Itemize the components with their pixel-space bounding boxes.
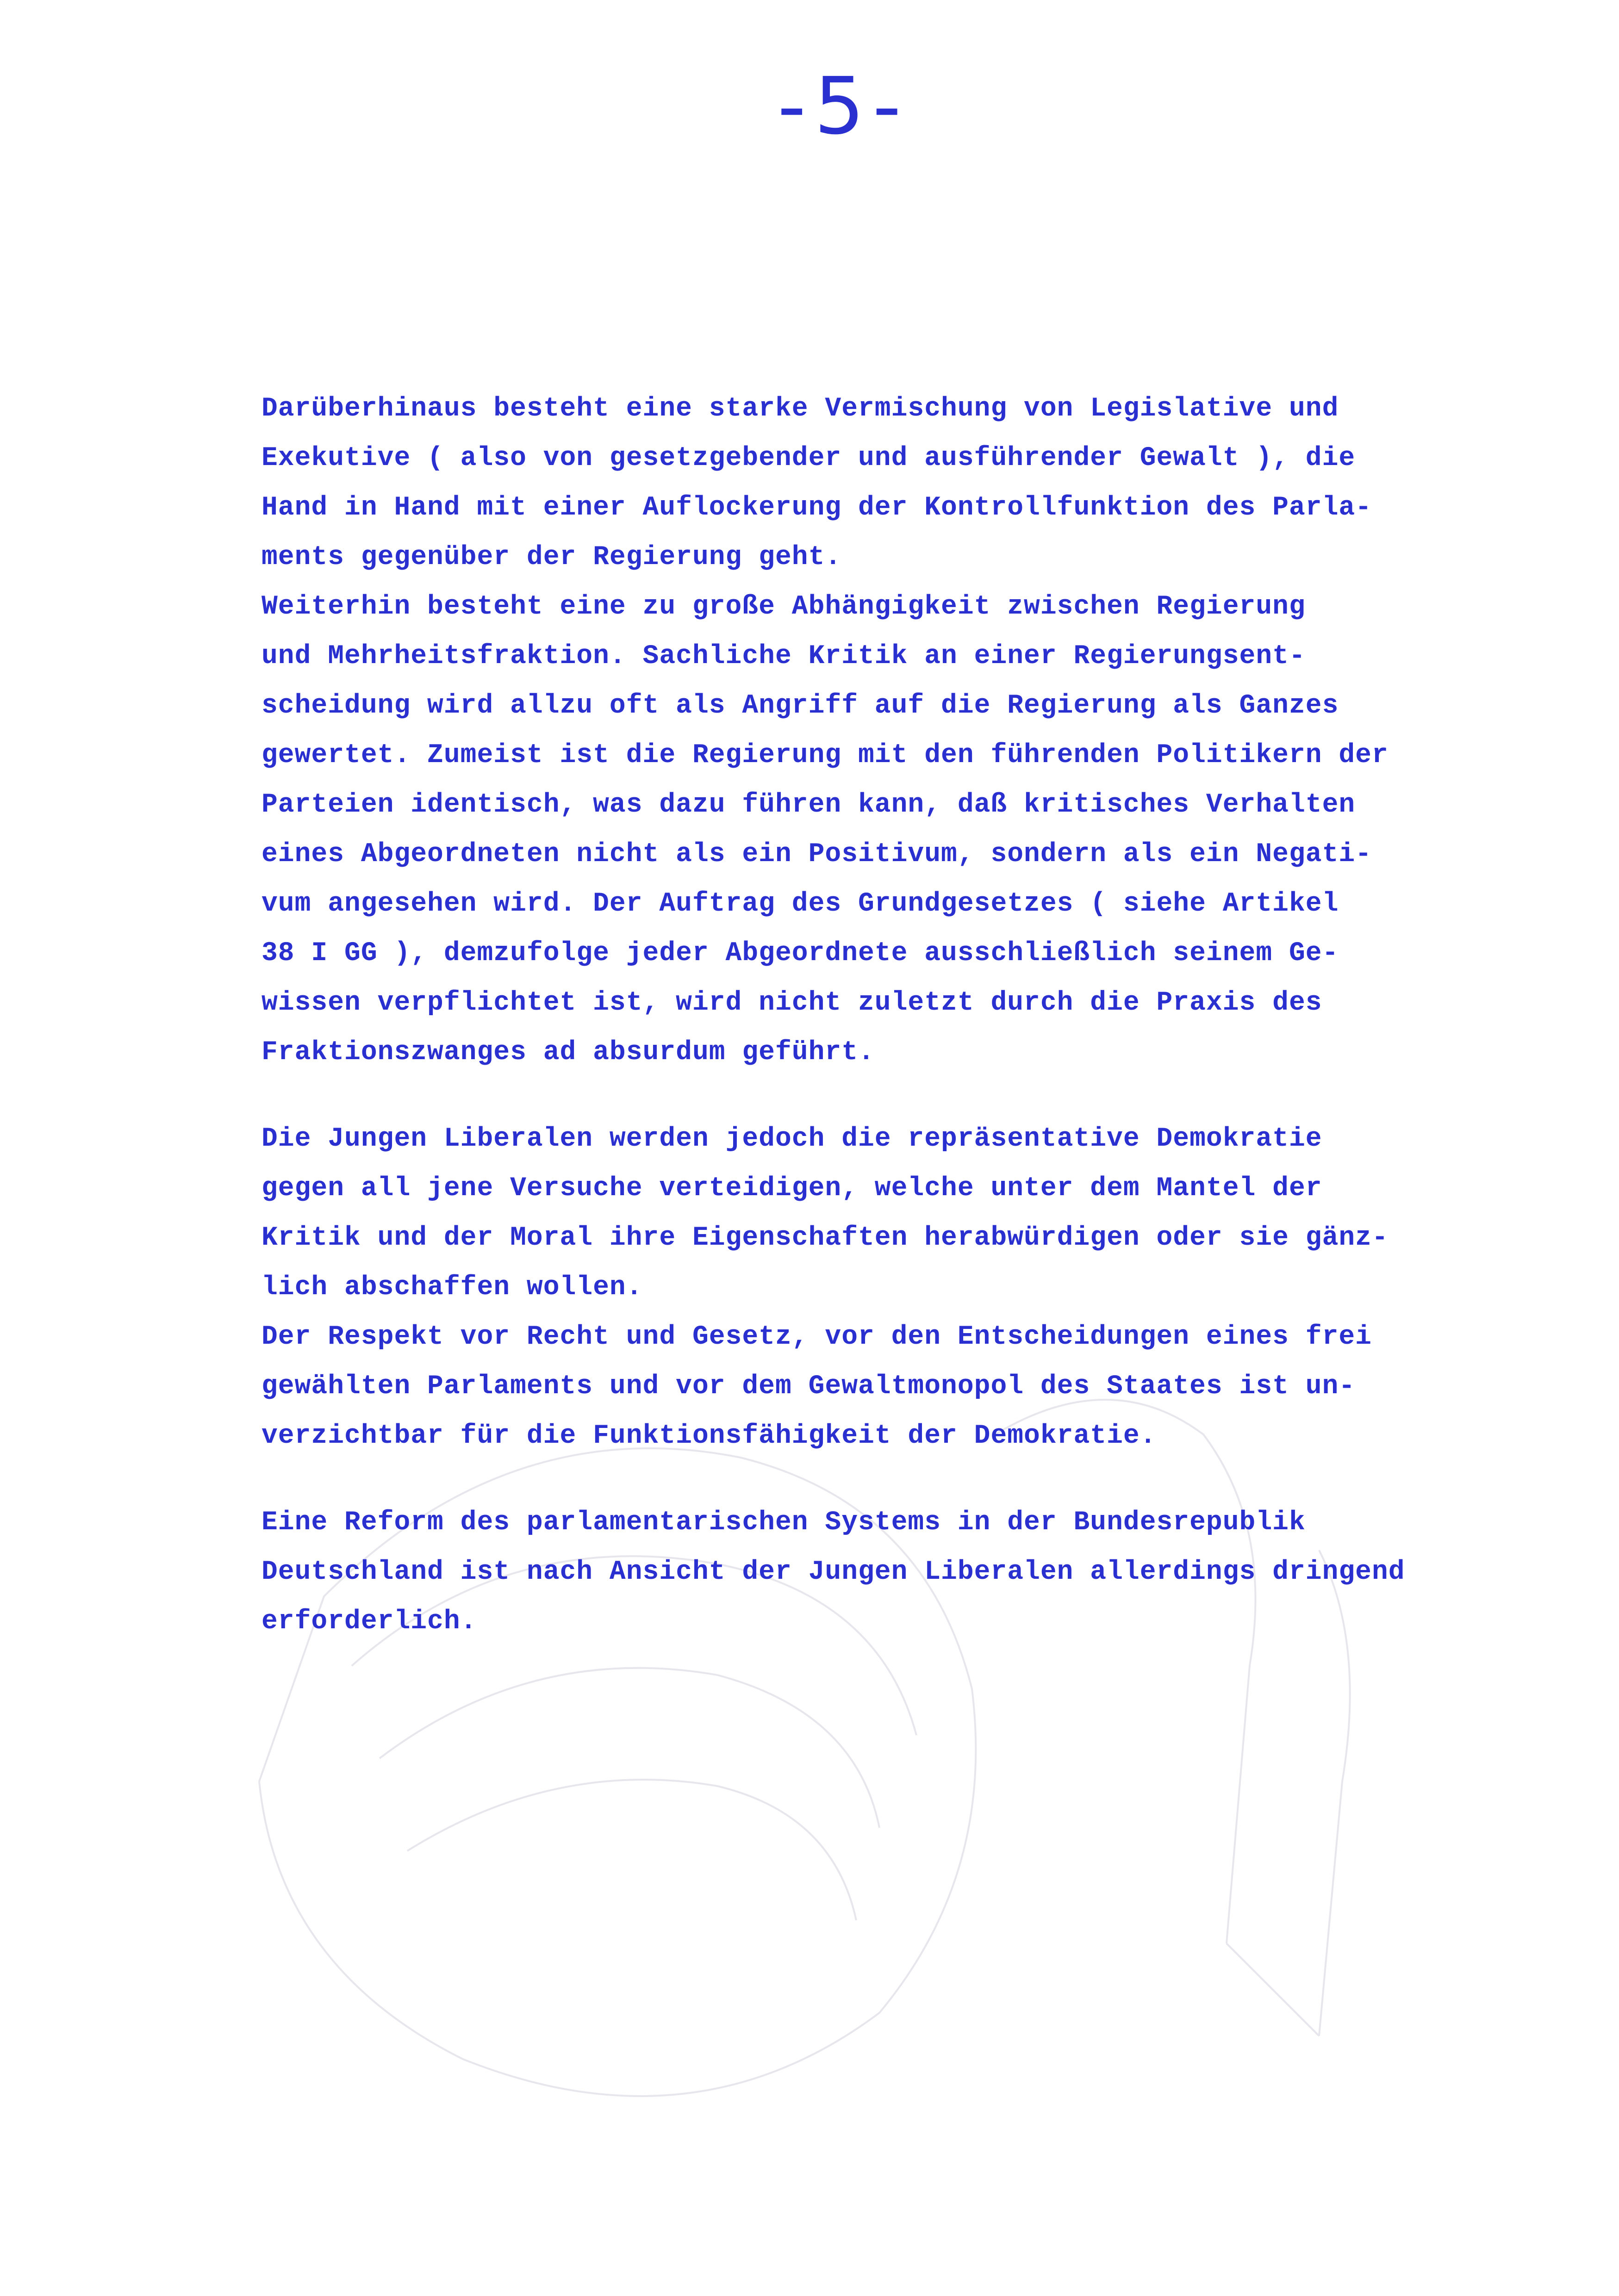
text-line: Kritik und der Moral ihre Eigenschaften herabwürdigen oder sie gänz- xyxy=(262,1223,1389,1253)
text-line: 38 I GG ), demzufolge jeder Abgeordnete ausschließlich seinem Ge- xyxy=(262,938,1339,968)
text-line: Deutschland ist nach Ansicht der Jungen Liberalen allerdings dringend xyxy=(262,1557,1405,1587)
text-line: Der Respekt vor Recht und Gesetz, vor den Entscheidungen eines frei xyxy=(262,1322,1372,1352)
text-line: gewählten Parlaments und vor dem Gewaltmonopol des Staates ist un- xyxy=(262,1371,1356,1402)
page-number: -5- xyxy=(778,61,909,152)
text-line: erforderlich. xyxy=(262,1607,477,1637)
paragraph-1 xyxy=(262,384,1511,1077)
text-line: Fraktionszwanges ad absurdum geführt. xyxy=(262,1037,875,1067)
text-line: eines Abgeordneten nicht als ein Positivum, sondern als ein Negati- xyxy=(262,839,1372,869)
text-line: gegen all jene Versuche verteidigen, welche unter dem Mantel der xyxy=(262,1173,1322,1204)
text-line: vum angesehen wird. Der Auftrag des Grundgesetzes ( siehe Artikel xyxy=(262,889,1339,919)
text-line: Parteien identisch, was dazu führen kann, daß kritisches Verhalten xyxy=(262,790,1356,820)
text-line: Die Jungen Liberalen werden jedoch die repräsentative Demokratie xyxy=(262,1124,1322,1154)
paragraph-3 xyxy=(262,1498,1511,1646)
text-line: ments gegenüber der Regierung geht. xyxy=(262,542,842,572)
text-line: Weiterhin besteht eine zu große Abhängigkeit zwischen Regierung xyxy=(262,592,1306,622)
text-line: Eine Reform des parlamentarischen Systems in der Bundesrepublik xyxy=(262,1508,1306,1538)
body-text xyxy=(262,384,1511,1646)
text-line: Hand in Hand mit einer Auflockerung der Kontrollfunktion des Parla- xyxy=(262,493,1372,523)
text-line: scheidung wird allzu oft als Angriff auf die Regierung als Ganzes xyxy=(262,691,1339,721)
text-line: verzichtbar für die Funktionsfähigkeit der Demokratie. xyxy=(262,1421,1157,1451)
paragraph-spacer xyxy=(262,1077,1511,1114)
text-line: wissen verpflichtet ist, wird nicht zuletzt durch die Praxis des xyxy=(262,988,1322,1018)
paragraph-spacer xyxy=(262,1461,1511,1498)
text-line: gewertet. Zumeist ist die Regierung mit den führenden Politikern der xyxy=(262,740,1389,770)
text-line: Darüberhinaus besteht eine starke Vermischung von Legislative und xyxy=(262,394,1339,424)
text-line: Exekutive ( also von gesetzgebender und ausführender Gewalt ), die xyxy=(262,443,1356,473)
text-line: und Mehrheitsfraktion. Sachliche Kritik an einer Regierungsent- xyxy=(262,641,1306,671)
paragraph-2 xyxy=(262,1114,1511,1461)
text-line: lich abschaffen wollen. xyxy=(262,1272,643,1303)
